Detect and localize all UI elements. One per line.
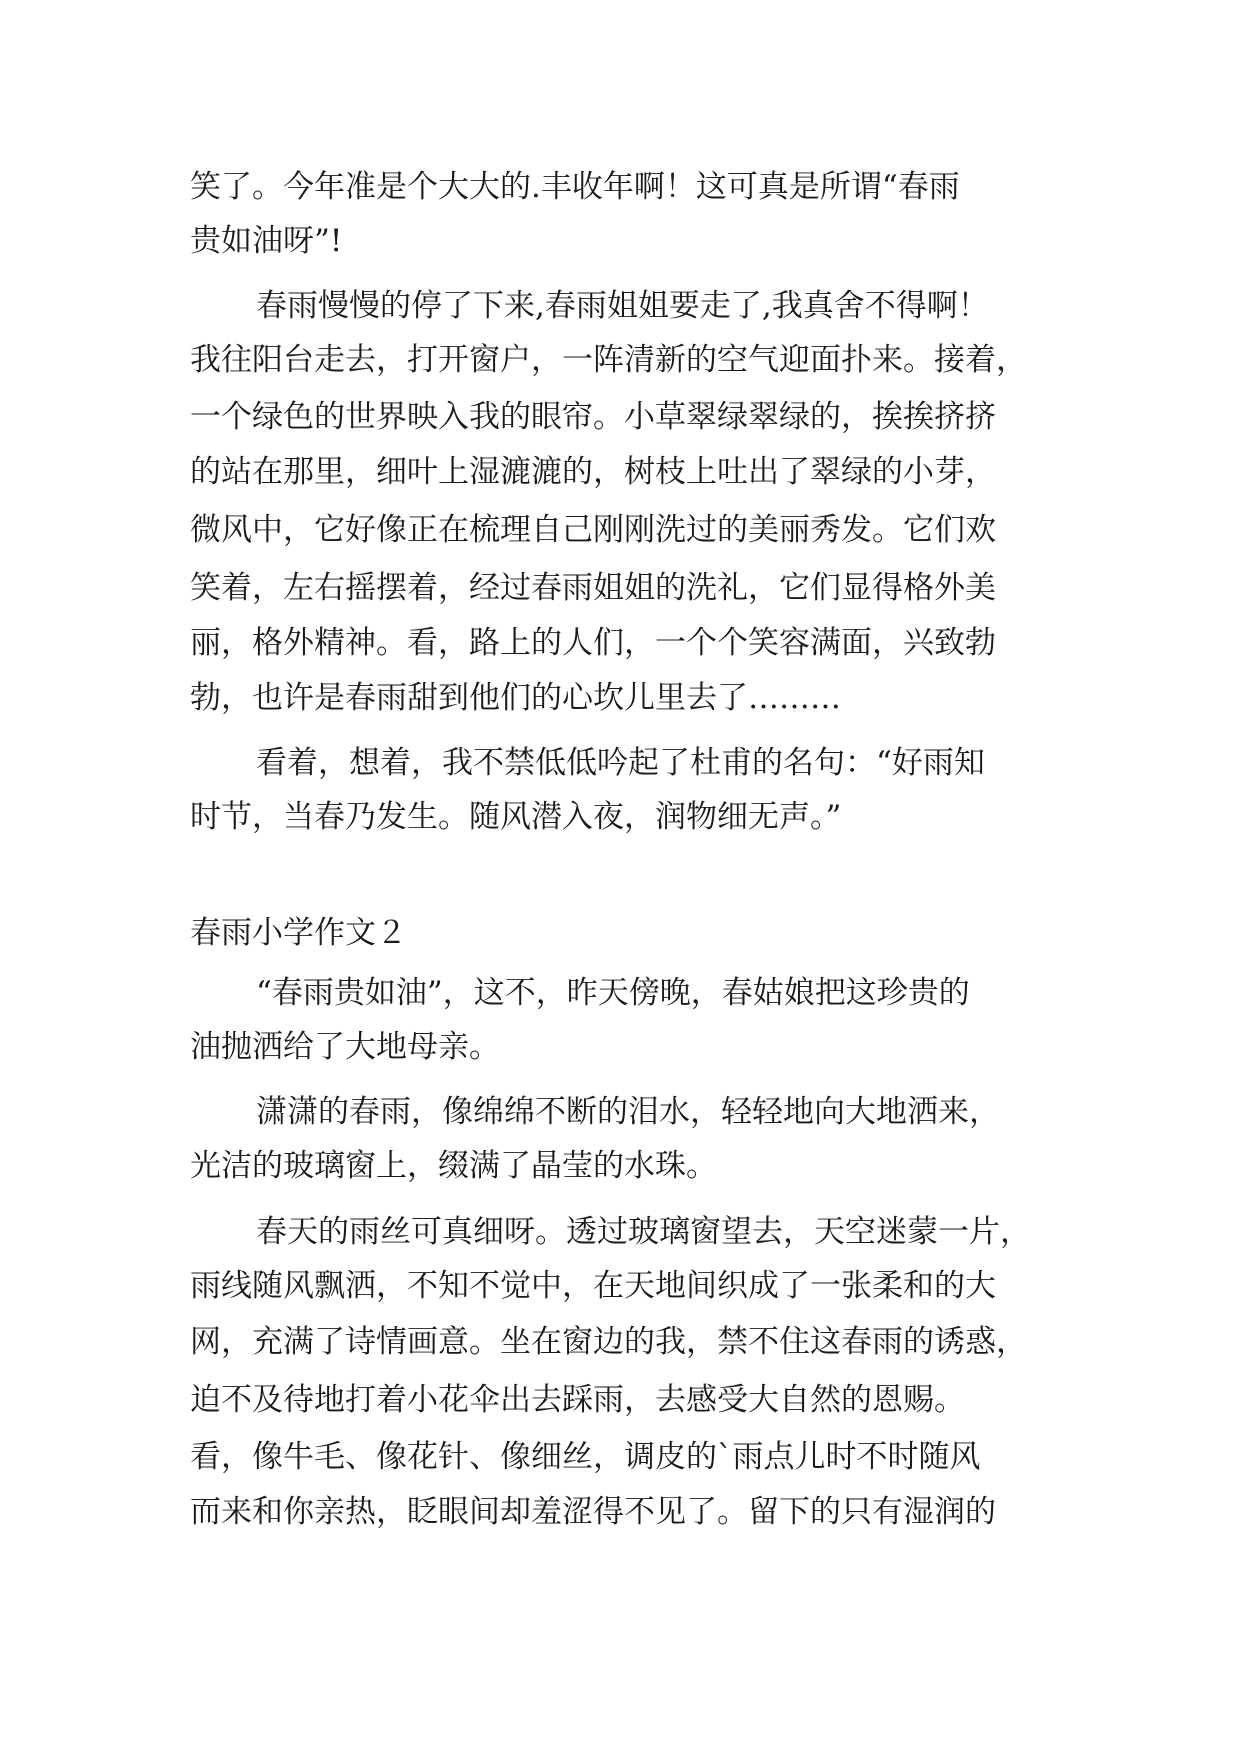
paragraph-line: “春雨贵如油”，这不，昨天傍晚，春姑娘把这珍贵的 — [256, 975, 970, 1011]
paragraph-line: 迫不及待地打着小花伞出去踩雨，去感受大自然的恩赐。 — [190, 1382, 965, 1418]
paragraph-line: 微风中，它好像正在梳理自己刚刚洗过的美丽秀发。它们欢 — [190, 512, 996, 548]
paragraph-line: 丽，格外精神。看，路上的人们，一个个笑容满面，兴致勃 — [190, 625, 996, 661]
paragraph-line: 春雨慢慢的停了下来,春雨姐姐要走了,我真舍不得啊！ — [256, 288, 989, 324]
paragraph-line: 的站在那里，细叶上湿漉漉的，树枝上吐出了翠绿的小芽， — [190, 454, 996, 490]
paragraph-line: 笑了。今年准是个大大的.丰收年啊！这可真是所谓“春雨 — [190, 169, 960, 205]
paragraph-line: 雨线随风飘洒，不知不觉中，在天地间织成了一张柔和的大 — [190, 1268, 996, 1304]
paragraph-line: 看着，想着，我不禁低低吟起了杜甫的名句：“好雨知 — [256, 745, 985, 781]
paragraph-line: 潇潇的春雨，像绵绵不断的泪水，轻轻地向大地洒来， — [256, 1094, 1000, 1130]
paragraph-line: 看，像牛毛、像花针、像细丝，调皮的`雨点儿时不时随风 — [190, 1439, 981, 1475]
paragraph-line: 时节，当春乃发生。随风潜入夜，润物细无声。” — [190, 799, 842, 835]
paragraph-line: 一个绿色的世界映入我的眼帘。小草翠绿翠绿的，挨挨挤挤 — [190, 399, 996, 435]
paragraph-line: 笑着，左右摇摆着，经过春雨姐姐的洗礼，它们显得格外美 — [190, 570, 996, 606]
paragraph-line: 春天的雨丝可真细呀。透过玻璃窗望去，天空迷蒙一片， — [256, 1214, 1031, 1250]
paragraph-line: 勃，也许是春雨甜到他们的心坎儿里去了……… — [190, 680, 841, 716]
section-heading: 春雨小学作文２ — [190, 915, 407, 951]
paragraph-line: 而来和你亲热，眨眼间却羞涩得不见了。留下的只有湿润的 — [190, 1494, 996, 1530]
paragraph-line: 网，充满了诗情画意。坐在窗边的我，禁不住这春雨的诱惑， — [190, 1324, 1027, 1360]
paragraph-line: 我往阳台走去，打开窗户，一阵清新的空气迎面扑来。接着， — [190, 342, 1027, 378]
paragraph-line: 油抛洒给了大地母亲。 — [190, 1029, 500, 1065]
paragraph-line: 贵如油呀”! — [190, 223, 343, 259]
paragraph-line: 光洁的玻璃窗上，缀满了晶莹的水珠。 — [190, 1148, 717, 1184]
